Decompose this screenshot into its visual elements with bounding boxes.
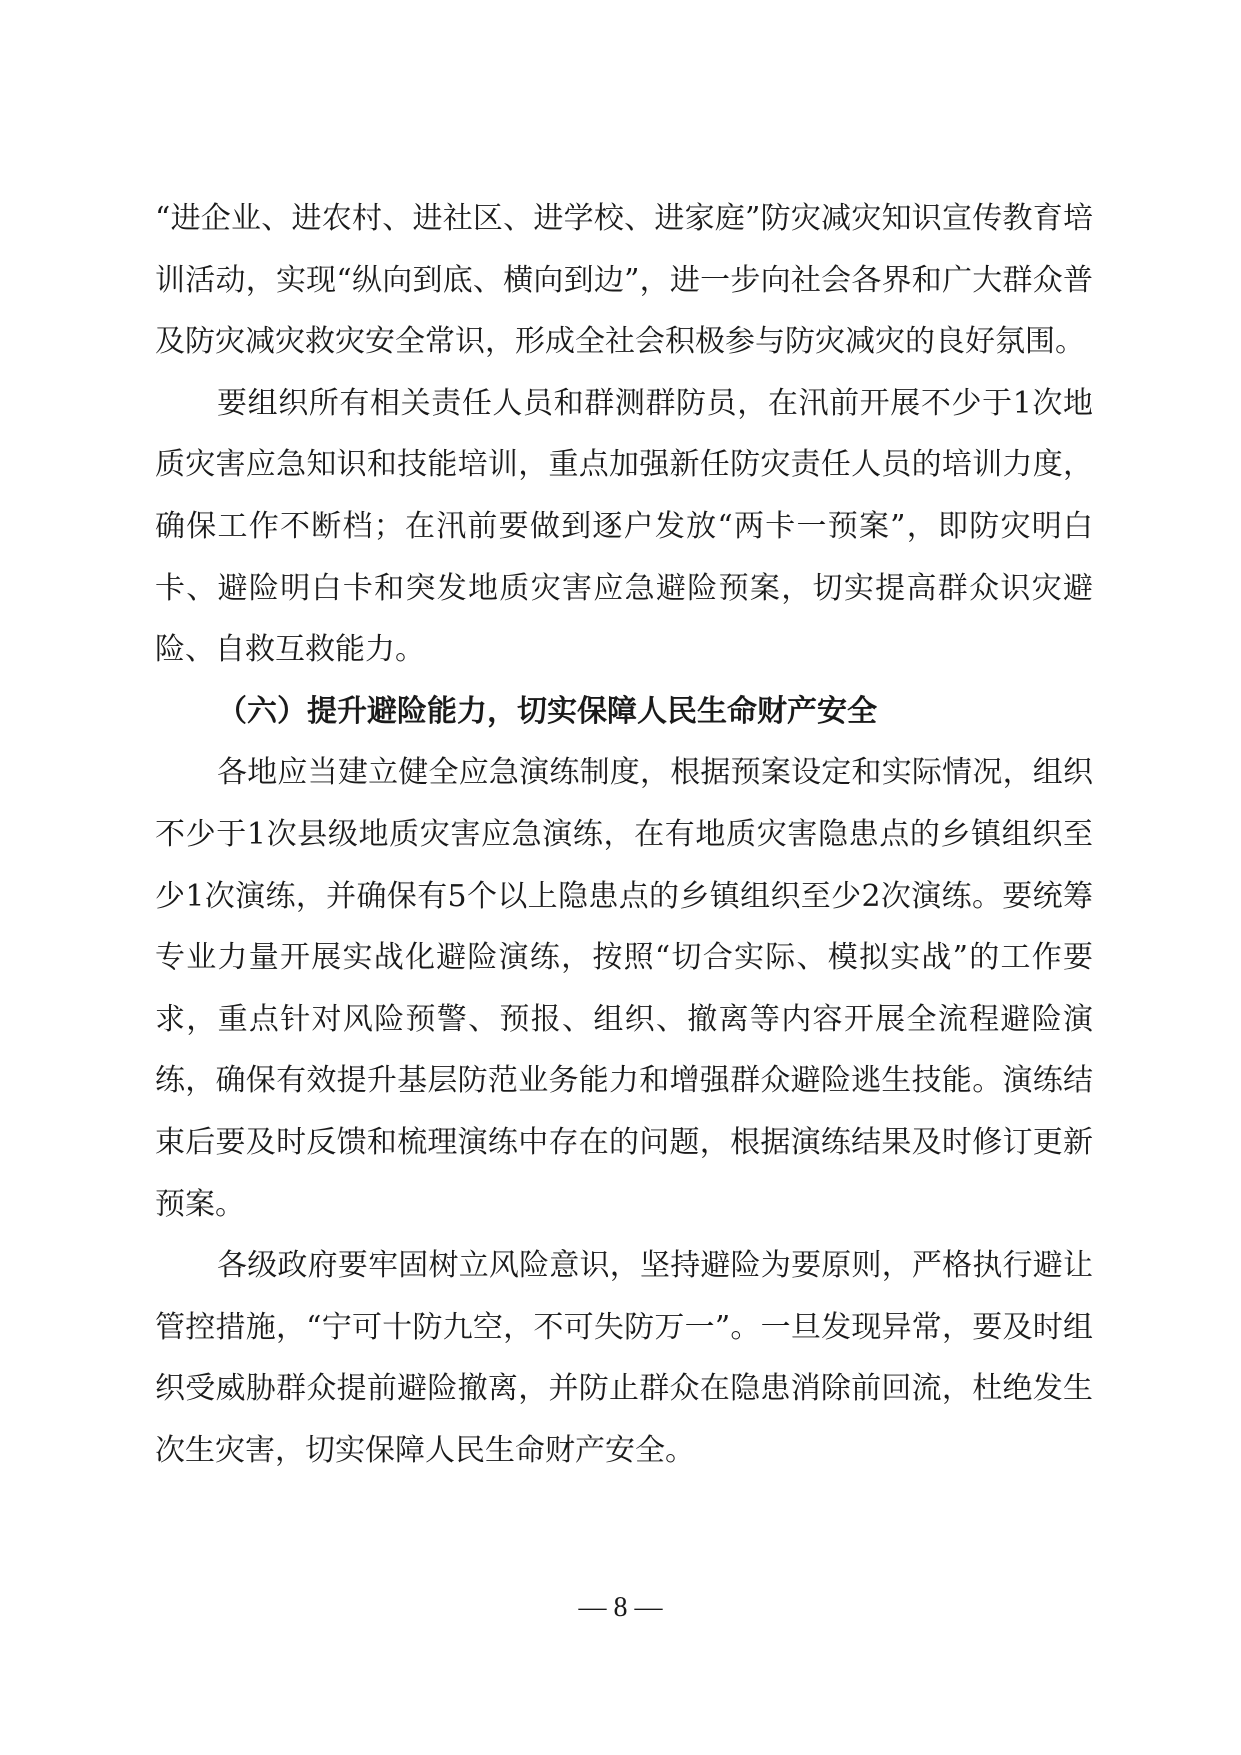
paragraph-risk-awareness: 各级政府要牢固树立风险意识，坚持避险为要原则，严格执行避让管控措施，“宁可十防九空，不可失防万一”。一旦发现异常，要及时组织受威胁群众提前避险撤离，并防止群众在隐患消除前回流，杜绝发生次生灾害，切实保障人民生命财产安全。 bbox=[155, 1248, 1093, 1468]
document-body bbox=[155, 188, 1093, 1481]
paragraph-continuation: “进企业、进农村、进社区、进学校、进家庭”防灾减灾知识宣传教育培训活动，实现“纵向到底、横向到边”，进一步向社会各界和广大群众普及防灾减灾救灾安全常识，形成全社会积极参与防灾减灾的良好氛围。 bbox=[155, 201, 1093, 360]
page-number: — 8 — bbox=[578, 1592, 663, 1623]
section-heading-six: （六）提升避险能力，切实保障人民生命财产安全 bbox=[217, 693, 877, 729]
paragraph-training: 要组织所有相关责任人员和群测群防员，在汛前开展不少于1次地质灾害应急知识和技能培训，重点加强新任防灾责任人员的培训力度，确保工作不断档；在汛前要做到逐户发放“两卡一预案”，即防灾明白卡、避险明白卡和突发地质灾害应急避险预案，切实提高群众识灾避险、自救互救能力。 bbox=[155, 385, 1093, 668]
paragraph-drills: 各地应当建立健全应急演练制度，根据预案设定和实际情况，组织不少于1次县级地质灾害应急演练，在有地质灾害隐患点的乡镇组织至少1次演练，并确保有5个以上隐患点的乡镇组织至少2次演练。要统筹专业力量开展实战化避险演练，按照“切合实际、模拟实战”的工作要求，重点针对风险预警、预报、组织、撤离等内容开展全流程避险演练，确保有效提升基层防范业务能力和增强群众避险逃生技能。演练结束后要及时反馈和梳理演练中存在的问题，根据演练结果及时修订更新预案。 bbox=[155, 755, 1093, 1222]
